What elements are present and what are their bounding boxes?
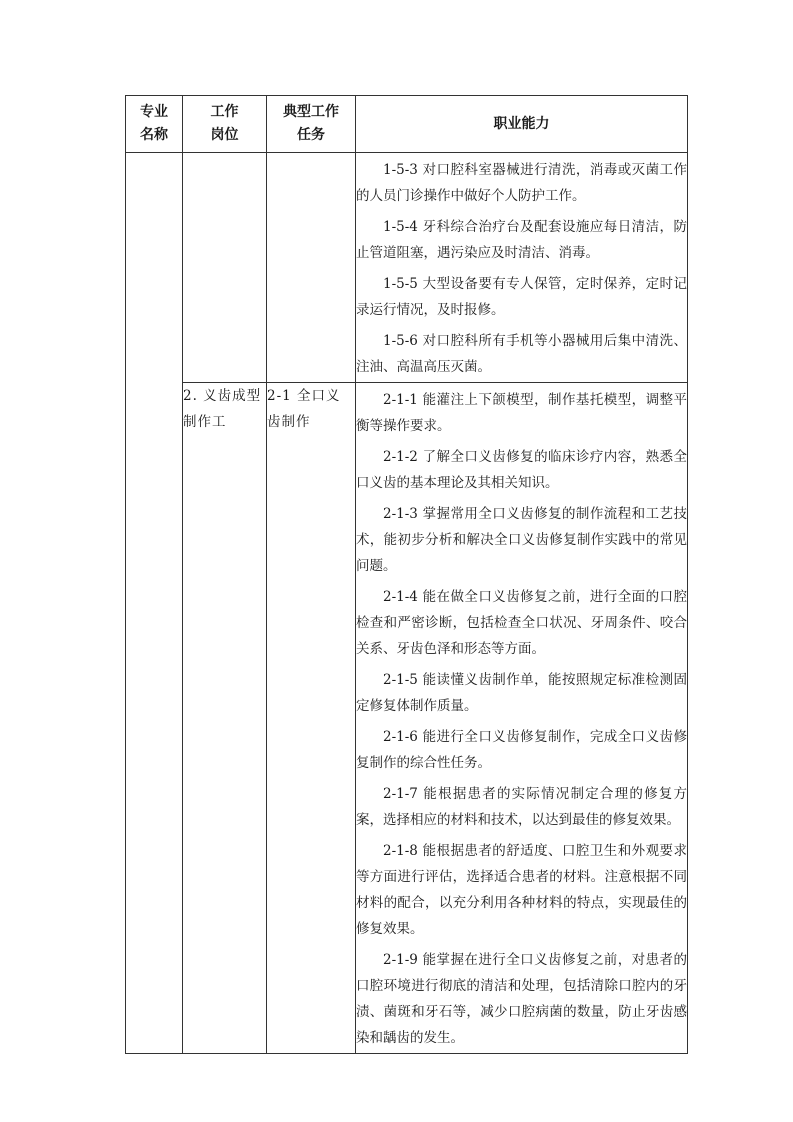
ability-item: 2-1-5 能读懂义齿制作单，能按照规定标准检测固定修复体制作质量。: [356, 672, 687, 714]
post-cell: [183, 153, 267, 383]
header-row: [126, 96, 688, 153]
ability-item: 2-1-8 能根据患者的舒适度、口腔卫生和外观要求等方面进行评估，选择适合患者的材料。注意根据不同材料的配合，以充分利用各种材料的特点，实现最佳的修复效果。: [356, 843, 687, 937]
ability-item: 2-1-3 掌握常用全口义齿修复的制作流程和工艺技术，能初步分析和解决全口义齿修复制作实践中的常见问题。: [356, 506, 687, 574]
ability-item: 2-1-6 能进行全口义齿修复制作，完成全口义齿修复制作的综合性任务。: [356, 729, 687, 771]
ability-item: 2-1-4 能在做全口义齿修复之前，进行全面的口腔检查和严密诊断，包括检查全口状况、牙周条件、咬合关系、牙齿色泽和形态等方面。: [356, 589, 687, 657]
ability-item: 1-5-5 大型设备要有专人保管，定时保养，定时记录运行情况，及时报修。: [356, 276, 687, 318]
post-cell: 2. 义齿成型制作工: [183, 383, 267, 1054]
curriculum-table: [125, 95, 688, 1054]
table-row: [126, 383, 688, 1054]
task-cell: 2-1 全口义齿制作: [267, 383, 356, 1054]
ability-cell: [356, 383, 688, 1054]
ability-item: 2-1-7 能根据患者的实际情况制定合理的修复方案，选择相应的材料和技术，以达到最佳的修复效果。: [356, 786, 687, 828]
table-row: [126, 153, 688, 383]
ability-item: 2-1-2 了解全口义齿修复的临床诊疗内容，熟悉全口义齿的基本理论及其相关知识。: [356, 449, 687, 491]
ability-item: 1-5-6 对口腔科所有手机等小器械用后集中清洗、注油、高温高压灭菌。: [356, 333, 687, 375]
ability-item: 1-5-3 对口腔科室器械进行清洗，消毒或灭菌工作的人员门诊操作中做好个人防护工作。: [356, 162, 687, 204]
header-major: 专业 名称: [126, 96, 183, 153]
ability-item: 2-1-9 能掌握在进行全口义齿修复之前，对患者的口腔环境进行彻底的清洁和处理，包括清除口腔内的牙渍、菌斑和牙石等，减少口腔病菌的数量，防止牙齿感染和龋齿的发生。: [356, 952, 687, 1046]
header-task: 典型工作 任务: [267, 96, 356, 153]
header-post: 工作 岗位: [183, 96, 267, 153]
major-cell: [126, 153, 183, 1054]
ability-list: [356, 153, 687, 382]
ability-item: 2-1-1 能灌注上下颌模型，制作基托模型，调整平衡等操作要求。: [356, 392, 687, 434]
header-ability: 职业能力: [356, 96, 688, 153]
ability-list: [356, 383, 687, 1053]
ability-cell: [356, 153, 688, 383]
ability-item: 1-5-4 牙科综合治疗台及配套设施应每日清洁，防止管道阻塞，遇污染应及时清洁、消毒。: [356, 219, 687, 261]
task-cell: [267, 153, 356, 383]
